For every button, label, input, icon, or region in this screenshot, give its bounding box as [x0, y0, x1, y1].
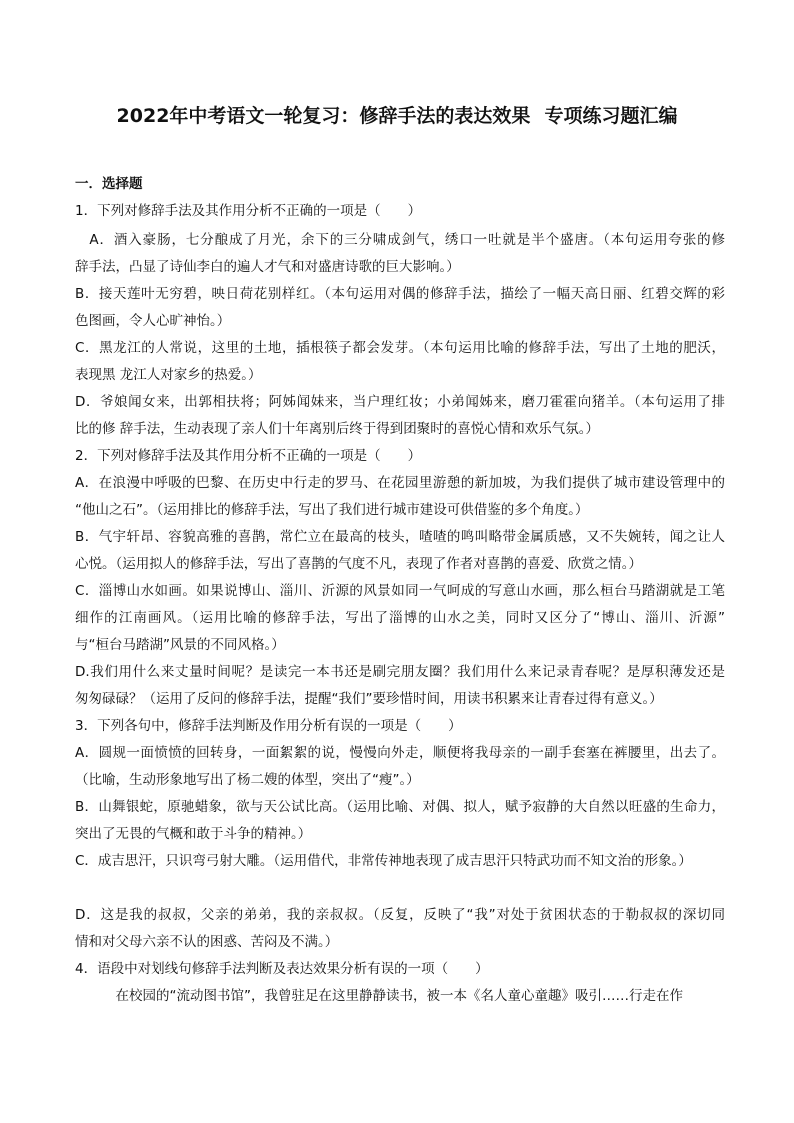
q3-option-b-line2: 突出了无畏的气概和敢于斗争的精神。） — [75, 826, 312, 842]
title-main: 2022年中考语文一轮复习：修辞手法的表达效果 — [116, 105, 531, 127]
q1-option-c-line2: 表现黑 龙江人对家乡的热爱。） — [75, 367, 262, 383]
q4-passage-line1: 在校园的“流动图书馆”，我曾驻足在这里静静读书，被一本《名人童心童趣》吸引……行走在作 — [75, 988, 683, 1004]
question-1-stem: 1．下列对修辞手法及其作用分析不正确的一项是（ ） — [75, 203, 422, 219]
q2-option-d-line2: 匆匆碌碌？（运用了反问的修辞手法，提醒“我们”要珍惜时间，用读书积累来让青春过得有意义。） — [75, 691, 663, 707]
q3-option-b-line1: B．山舞银蛇，原驰蜡象，欲与天公试比高。（运用比喻、对偶、拟人，赋予寂静的大自然以旺盛的生命力， — [75, 799, 725, 815]
question-3-stem: 3．下列各句中，修辞手法判断及作用分析有误的一项是（ ） — [75, 718, 462, 734]
q3-option-d-line2: 情和对父母六亲不认的困惑、苦闷及不满。） — [75, 934, 339, 950]
q1-option-d-line1: D．爷娘闻女来，出郭相扶将；阿姊闻妹来，当户理红妆；小弟闻姊来，磨刀霍霍向猪羊。（本句运用了排 — [75, 394, 725, 410]
q2-option-b-line1: B．气宇轩昂、容貌高雅的喜鹊，常伫立在最高的枝头，喳喳的鸣叫略带金属质感，又不失婉转，闻之让人 — [75, 529, 725, 545]
q1-option-b-line2: 色图画，令人心旷神怡。） — [75, 313, 231, 329]
question-4-stem: 4．语段中对划线句修辞手法判断及表达效果分析有误的一项（ ） — [75, 961, 489, 977]
page-title — [0, 103, 794, 129]
q3-option-a-line2: （比喻，生动形象地写出了杨二嫂的体型，突出了“瘦”。） — [75, 772, 420, 788]
q3-option-d-line1: D．这是我的叔叔，父亲的弟弟，我的亲叔叔。（反复，反映了“我”对处于贫困状态的于勒叔叔的深切同 — [75, 907, 725, 923]
q2-option-c-line3: 与“桓台马踏湖”风景的不同风格。） — [75, 637, 285, 653]
q2-option-c-line1: C．淄博山水如画。如果说博山、淄川、沂源的风景如同一气呵成的写意山水画，那么桓台马踏湖就是工笔 — [75, 583, 725, 599]
q2-option-d-line1: D.我们用什么来丈量时间呢？是读完一本书还是刷完朋友圈？我们用什么来记录青春呢？是厚积薄发还是 — [75, 664, 725, 680]
q3-option-c: C．成吉思汗，只识弯弓射大雕。（运用借代，非常传神地表现了成吉思汗只特武功而不知文治的形象。） — [75, 853, 692, 869]
q1-option-b-line1: B．接天莲叶无穷碧，映日荷花别样红。（本句运用对偶的修辞手法，描绘了一幅天高日丽、红碧交辉的彩 — [75, 286, 725, 302]
q1-option-a-line1: A．酒入豪肠，七分酿成了月光，余下的三分啸成剑气，绣口一吐就是半个盛唐。（本句运用夸张的修 — [75, 232, 725, 248]
q2-option-b-line2: 心悦。（运用拟人的修辞手法，写出了喜鹊的气度不凡，表现了作者对喜鹊的喜爱、欣赏之情。） — [75, 556, 642, 572]
q2-option-c-line2: 细作的江南画风。（运用比喻的修辞手法，写出了淄博的山水之美，同时又区分了“博山、淄川、沂源” — [75, 610, 725, 626]
q2-option-a-line2: “他山之石”。（运用排比的修辞手法，写出了我们进行城市建设可供借鉴的多个角度。） — [75, 502, 589, 518]
q2-option-a-line1: A．在浪漫中呼吸的巴黎、在历史中行走的罗马、在花园里游憩的新加坡，为我们提供了城市建设管理中的 — [75, 475, 725, 491]
section-heading: 一．选择题 — [75, 176, 143, 192]
q1-option-d-line2: 比的修 辞手法，生动表现了亲人们十年离别后终于得到团聚时的喜悦心情和欢乐气氛。） — [75, 421, 600, 437]
q1-option-a-line2: 辞手法，凸显了诗仙李白的遍人才气和对盛唐诗歌的巨大影响。） — [75, 259, 460, 275]
q1-option-c-line1: C．黑龙江的人常说，这里的土地，插根筷子都会发芽。（本句运用比喻的修辞手法，写出了土地的肥沃， — [75, 340, 725, 356]
q3-option-a-line1: A．圆规一面愤愤的回转身，一面絮絮的说，慢慢向外走，顺便将我母亲的一副手套塞在裤腰里，出去了。 — [75, 745, 725, 761]
title-sub: 专项练习题汇编 — [544, 105, 678, 127]
question-2-stem: 2．下列对修辞手法及其作用分析不正确的一项是（ ） — [75, 448, 422, 464]
